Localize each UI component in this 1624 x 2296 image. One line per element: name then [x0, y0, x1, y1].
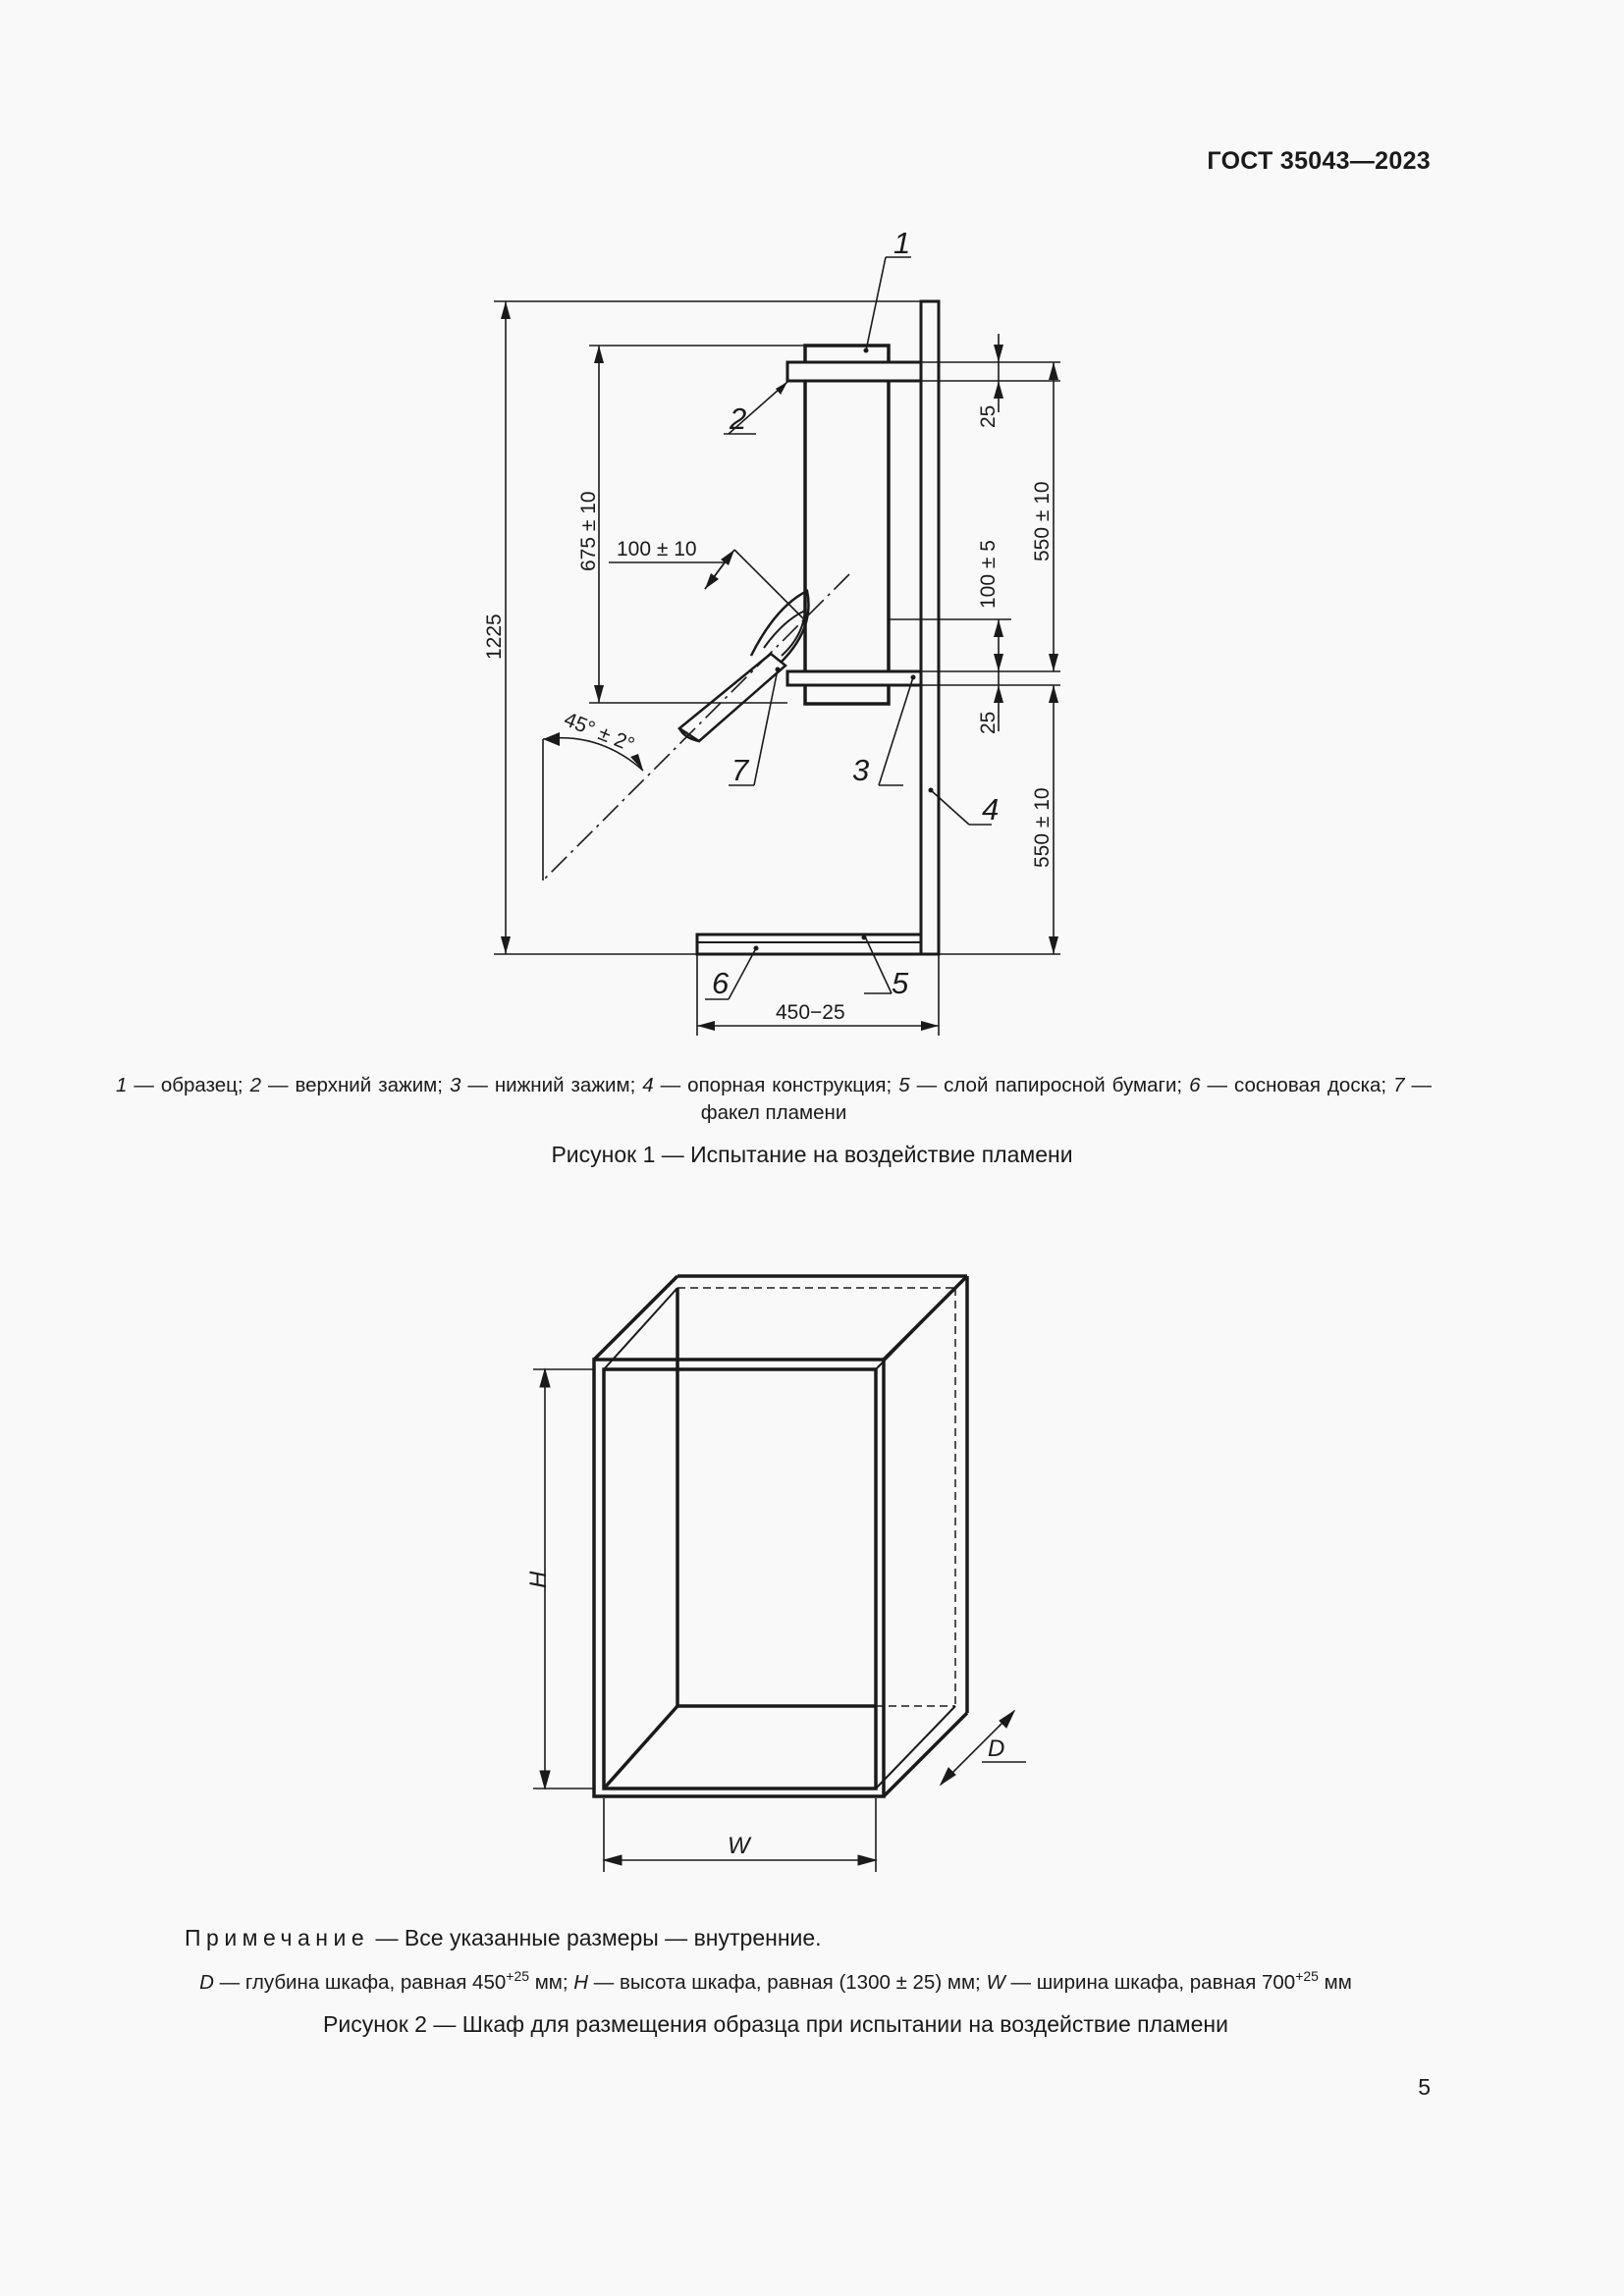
callout-7: 7: [731, 753, 749, 787]
callout-4: 4: [982, 792, 1000, 827]
page-number: 5: [1418, 2074, 1431, 2100]
dim-25-bottom: 25: [977, 711, 1000, 734]
dim-550-upper: 550 ± 10: [1031, 481, 1054, 561]
callout-2: 2: [730, 401, 747, 436]
dim-25-top: 25: [977, 404, 1000, 428]
dim-w-label: W: [728, 1833, 750, 1859]
note-text: — Все указанные размеры — внутренние.: [369, 1925, 822, 1950]
note: [185, 1925, 822, 1951]
cabinet-front-outer: [594, 1360, 884, 1796]
callout-3: 3: [852, 753, 870, 787]
dim-450: 450−25: [776, 1001, 845, 1024]
document-header: ГОСТ 35043—2023: [1207, 147, 1431, 175]
dim-100-10: 100 ± 10: [617, 538, 697, 561]
figure-2-caption: Рисунок 2 — Шкаф для размещения образца при испытании на воздействие пламени: [323, 2011, 1228, 2037]
callout-5: 5: [892, 966, 909, 1000]
callout-1: 1: [893, 226, 911, 260]
dim-h-label: H: [525, 1571, 552, 1588]
dim-675: 675 ± 10: [577, 491, 600, 571]
dim-100-5: 100 ± 5: [977, 540, 1000, 609]
dim-d-label: D: [988, 1735, 1005, 1762]
dim-angle: 45° ± 2°: [561, 708, 638, 757]
dim-550-lower: 550 ± 10: [1031, 787, 1054, 868]
figure-2-definitions: D — глубина шкафа, равная $450^{+25}$ мм; H — высота шкафа, равная (1300 ± 25) мм; W — ширина шкафа, равная $700^{+25}$ мм: [199, 1968, 1352, 1994]
figure-1-caption: Рисунок 1 — Испытание на воздействие пламени: [551, 1142, 1073, 1167]
callout-6: 6: [712, 966, 730, 1000]
figure-1-legend: 1 — образец; 2 — верхний зажим; 3 — нижний зажим; 4 — опорная конструкция; 5 — слой папиросной бумаги; 6 — сосновая доска; 7 — факел пламени: [116, 1074, 1432, 1124]
note-label: Примечание: [185, 1925, 370, 1950]
dim-1225: 1225: [483, 614, 506, 660]
cabinet-front-inner: [604, 1369, 876, 1789]
